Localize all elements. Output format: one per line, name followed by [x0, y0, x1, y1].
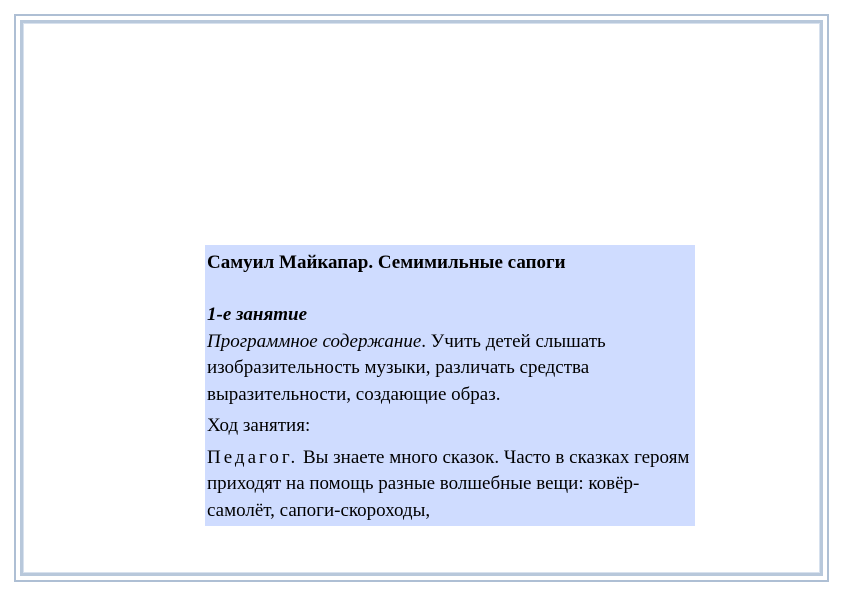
document-title: Самуил Майкапар. Семимильные сапоги: [207, 252, 566, 273]
program-paragraph: [207, 329, 693, 409]
program-text: . Учить детей слышать изобразительность музыки, различать средства выразительности, создающие образ.: [207, 330, 606, 405]
slide-text-box: [205, 245, 695, 526]
teacher-label: Педагог.: [207, 446, 299, 468]
lesson-heading: 1-е занятие: [207, 304, 308, 325]
teacher-paragraph: [207, 445, 693, 525]
progress-heading: Ход занятия:: [207, 415, 311, 436]
blank-line: [207, 277, 693, 302]
teacher-text: Вы знаете много сказок. Часто в сказках героям приходят на помощь разные волшебные вещи: ковёр-самолёт, сапоги-скороходы,: [207, 446, 690, 521]
program-label: Программное содержание: [207, 330, 422, 352]
